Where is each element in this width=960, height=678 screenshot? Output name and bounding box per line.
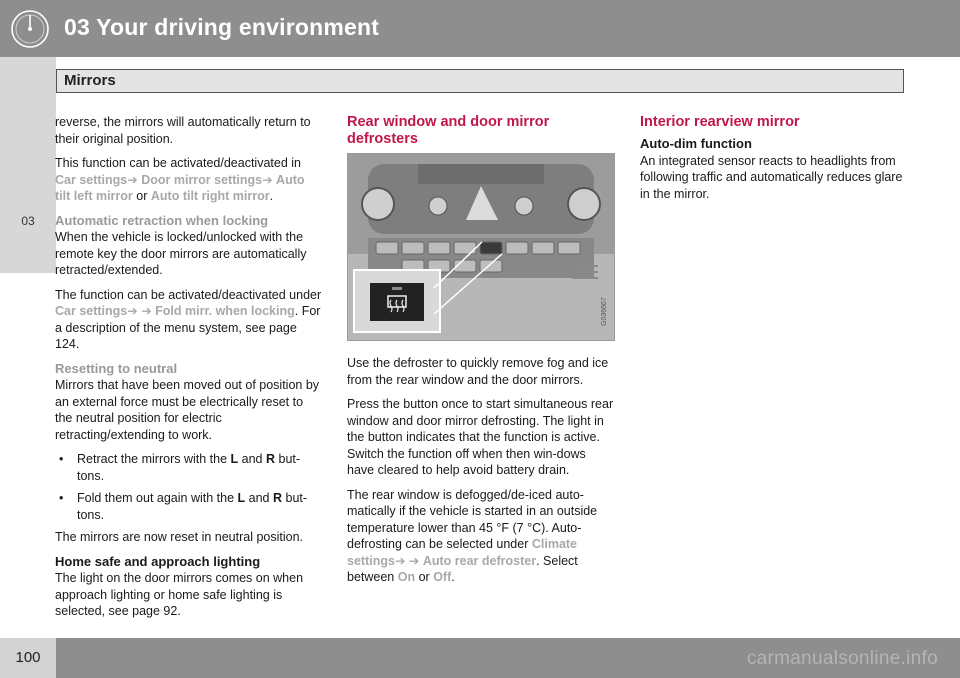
page-header [0,0,960,57]
chapter-side-tab [0,57,56,273]
list-item: • Fold them out again with the L and R but-tons. [59,491,308,522]
bullet-icon: • [59,491,64,505]
paragraph: This function can be activated/deactivated in Car settings➔ Door mirror settings➔ Auto tilt left mirror or Auto tilt right mirror. [55,156,305,203]
menu-path: Auto tilt left mirror [55,172,305,203]
arrow-icon: ➔ [262,172,273,187]
gauge-icon [10,9,50,49]
paragraph: Use the defroster to quickly remove fog and ice from the rear window and the door mirrors. [347,356,609,387]
paragraph: Mirrors that have been moved out of position by an external force must be electrically reset to the neutral position for electric retracting/extending to work. [55,378,320,442]
menu-path: Car settings [55,172,128,187]
menu-path: Off [433,570,452,584]
section-heading: Interior rearview mirror [640,114,800,130]
arrow-icon: ➔ ➔ [394,553,420,568]
menu-path: On [397,570,416,584]
menu-path: Car settings [55,304,128,318]
list-item: • Retract the mirrors with the L and R but-tons. [59,452,301,483]
subheading: Resetting to neutral [55,360,178,376]
text-column-2 [347,114,615,594]
section-title-bar [56,69,904,93]
menu-path: Door mirror settings [141,172,263,187]
menu-path: Auto rear defroster [422,553,537,568]
text-column-1 [55,114,323,628]
watermark: carmanualsonline.info [746,648,938,669]
menu-path: Climate settings [347,537,578,568]
paragraph: The mirrors are now reset in neutral position. [55,530,304,544]
paragraph: The rear window is defogged/de-iced auto-matically if the vehicle is started in an outside temperature lower than 45 °F (7 °C). Auto-defrosting can be selected under Climate settings➔ ➔ Auto rear defroster. Select between On or Off. [347,487,598,584]
arrow-icon: ➔ ➔ [127,304,152,318]
paragraph: The light on the door mirrors comes on when approach lighting or home safe lighting is selected, see page 92. [55,571,304,618]
paragraph: The function can be activated/deactivated under Car settings➔ ➔ Fold mirr. when locking. For a description of the menu system, see page 124. [55,287,322,351]
paragraph: Press the button once to start simultaneous rear window and door mirror defrosting. The light in the button indicates that the function is active. Switch the function off when then win-dows have cleared to help avoid battery drain. [347,397,614,477]
figure-code: G036667 [601,297,608,326]
paragraph: An integrated sensor reacts to headlights from following traffic and automatically reduces glare in the mirror. [640,153,903,201]
section-title: Mirrors [64,72,116,89]
section-heading: Rear window and door mirror defrosters [347,114,550,147]
menu-path: Auto tilt right mirror [150,189,270,203]
subheading: Auto-dim function [640,136,752,151]
paragraph: When the vehicle is locked/unlocked with the remote key the door mirrors are automatically retracted/extended. [55,230,307,277]
bullet-icon: • [59,452,64,466]
arrow-icon: ➔ [127,172,138,187]
climate-panel-figure [347,153,615,341]
subheading: Automatic retraction when locking [55,212,269,228]
text-column-3 [640,114,908,210]
chapter-title: 03 Your driving environment [64,14,380,40]
chapter-side-tab-label: 03 [21,214,35,228]
paragraph: reverse, the mirrors will automatically return to their original position. [55,115,311,146]
subheading: Home safe and approach lighting [55,553,261,569]
page-number: 100 [15,649,41,666]
menu-path: Fold mirr. when locking [155,304,295,318]
